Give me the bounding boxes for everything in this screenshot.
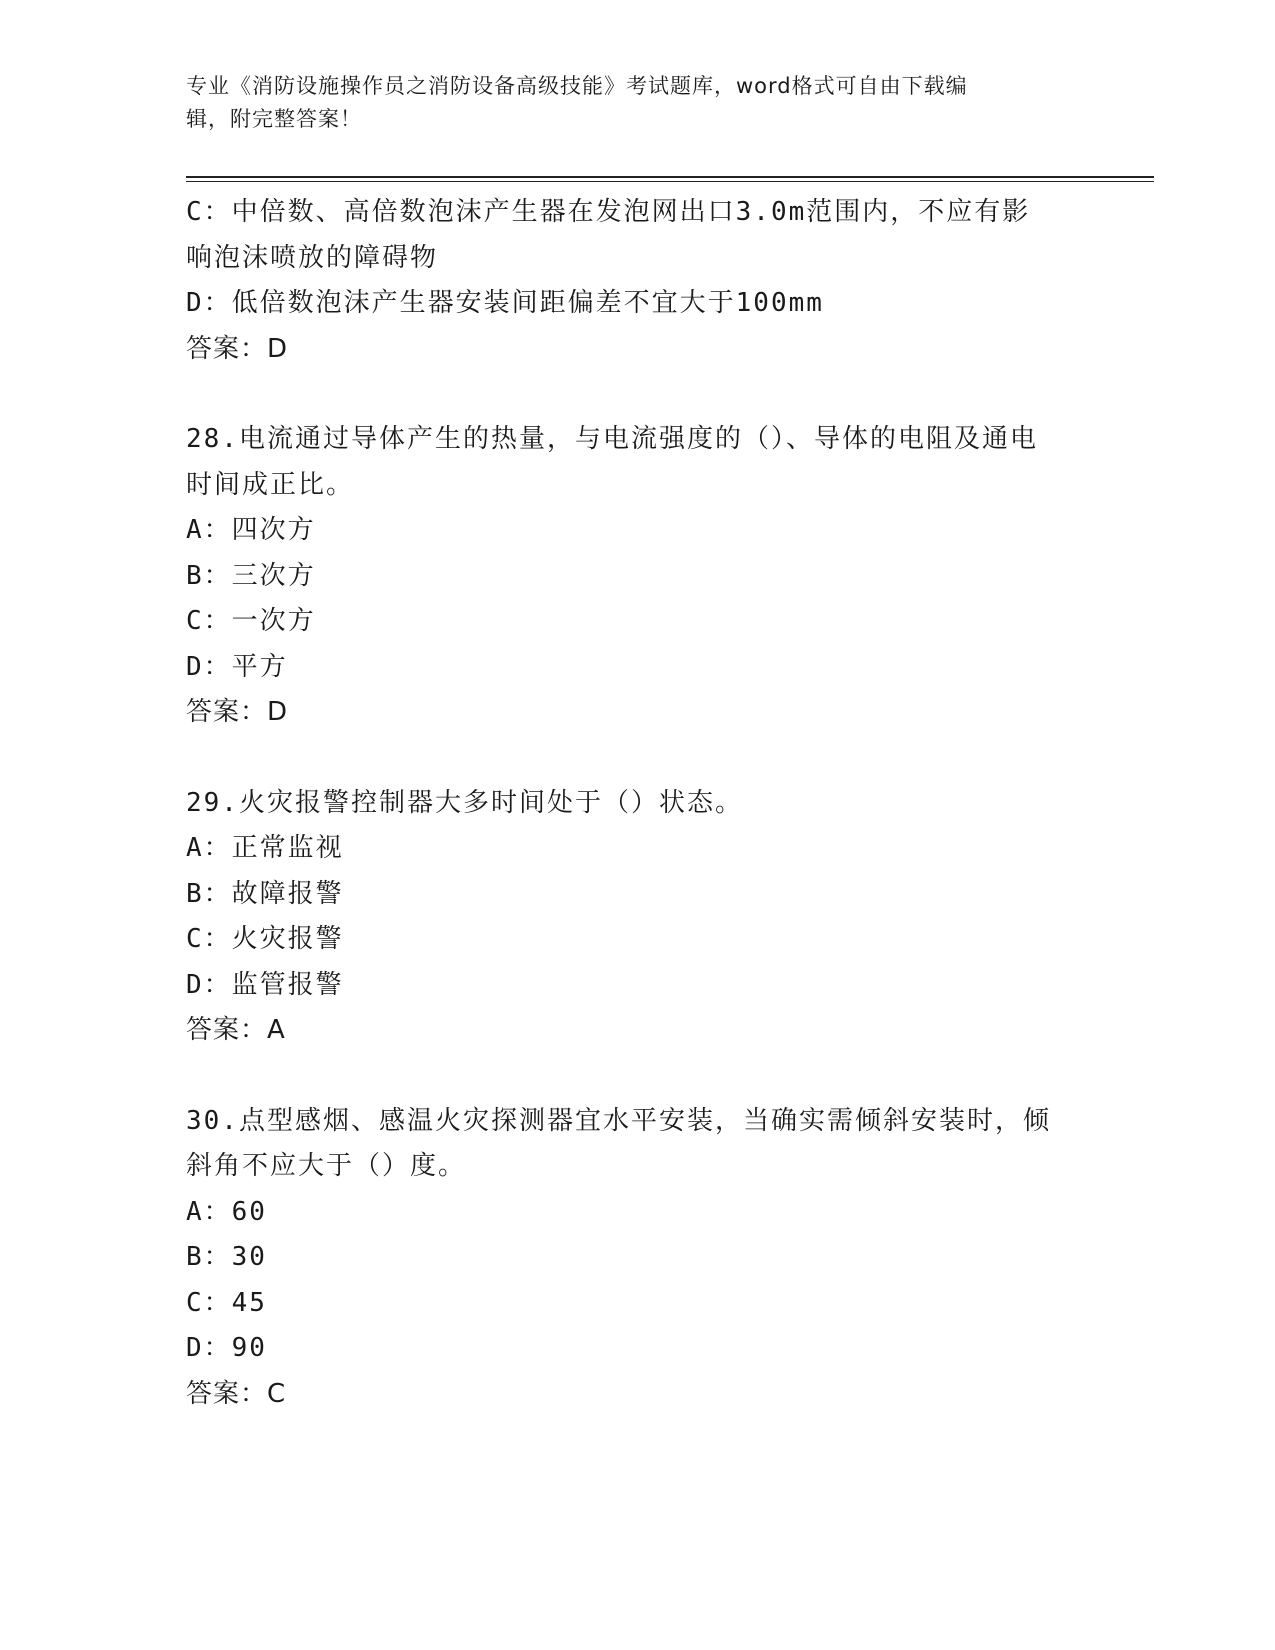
option-d: D：监管报警	[186, 969, 344, 1000]
option-a: A：正常监视	[186, 833, 344, 863]
option-a: A：四次方	[186, 515, 316, 545]
answer-line: 答案：D	[186, 333, 289, 364]
header-divider-thick	[186, 176, 1154, 178]
question-list	[186, 190, 1086, 1417]
question-block-29	[186, 781, 1086, 1054]
option-d: D：低倍数泡沫产生器安装间距偏差不宜大于100mm	[186, 288, 824, 318]
option-c-continued: 响泡沫喷放的障碍物	[186, 242, 439, 273]
option-b: B：30	[186, 1242, 267, 1272]
option-d: D：平方	[186, 651, 288, 682]
header-divider-thin	[186, 181, 1154, 182]
question-separator	[186, 1054, 1086, 1099]
header-line-1: 专业《消防设施操作员之消防设备高级技能》考试题库，word格式可自由下载编	[186, 74, 968, 98]
option-d: D：90	[186, 1333, 267, 1363]
question-stem-continued: 时间成正比。	[186, 469, 355, 500]
option-b: B：三次方	[186, 560, 316, 591]
question-separator	[186, 736, 1086, 781]
answer-line: 答案：C	[186, 1378, 287, 1409]
option-c: C：一次方	[186, 606, 316, 636]
option-c: C：中倍数、高倍数泡沫产生器在发泡网出口3.0m范围内，不应有影	[186, 197, 1031, 227]
question-block-27	[186, 190, 1086, 372]
option-a: A：60	[186, 1196, 267, 1227]
question-separator	[186, 372, 1086, 417]
question-block-30	[186, 1099, 1086, 1418]
option-c: C：45	[186, 1287, 267, 1318]
header-line-2: 辑，附完整答案！	[186, 107, 362, 131]
option-c: C：火灾报警	[186, 924, 344, 954]
answer-line: 答案：D	[186, 697, 289, 727]
question-stem: 30.点型感烟、感温火灾探测器宜水平安装，当确实需倾斜安装时，倾	[186, 1105, 1051, 1136]
question-stem: 29.火灾报警控制器大多时间处于（）状态。	[186, 787, 743, 818]
answer-line: 答案：A	[186, 1015, 286, 1045]
question-block-28	[186, 417, 1086, 736]
option-b: B：故障报警	[186, 878, 344, 909]
question-stem-continued: 斜角不应大于（）度。	[186, 1151, 467, 1181]
document-header	[186, 70, 1066, 136]
question-stem: 28.电流通过导体产生的热量，与电流强度的（）、导体的电阻及通电	[186, 424, 1038, 454]
